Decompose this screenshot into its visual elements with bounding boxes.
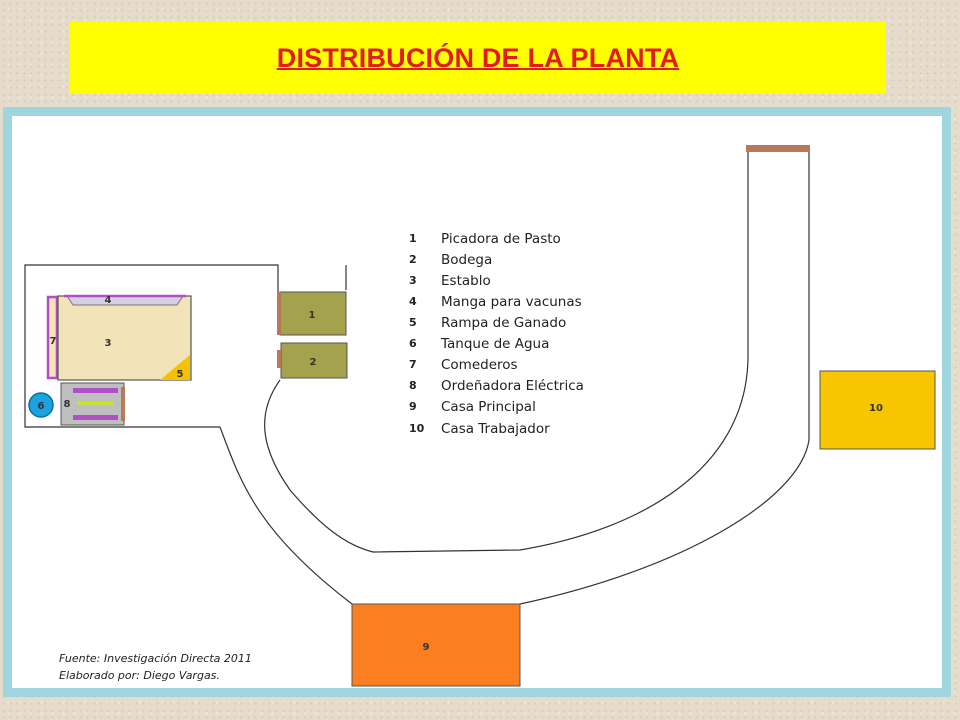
legend-label: Comederos bbox=[441, 357, 518, 373]
legend-number: 7 bbox=[409, 358, 417, 371]
manga-vacunas bbox=[67, 296, 183, 305]
road-east-edge bbox=[520, 148, 809, 604]
legend-label: Ordeñadora Eléctrica bbox=[441, 378, 584, 394]
page-title: DISTRIBUCIÓN DE LA PLANTA bbox=[276, 42, 680, 73]
legend-number: 5 bbox=[409, 316, 417, 329]
source-note: Fuente: Investigación Directa 2011 bbox=[59, 652, 252, 665]
legend-number: 3 bbox=[409, 274, 417, 287]
picadora-door bbox=[277, 292, 281, 335]
ordenadora-number: 8 bbox=[63, 399, 71, 410]
legend-label: Casa Trabajador bbox=[441, 421, 550, 437]
casa-principal bbox=[352, 604, 520, 686]
legend-label: Establo bbox=[441, 273, 491, 289]
establo-number: 3 bbox=[104, 338, 112, 349]
legend-number: 1 bbox=[409, 232, 417, 245]
bodega-door bbox=[277, 350, 281, 368]
ordenadora-door bbox=[121, 387, 125, 421]
picadora-number: 1 bbox=[308, 310, 316, 321]
bodega-number: 2 bbox=[309, 357, 317, 368]
legend-label: Bodega bbox=[441, 252, 493, 268]
comederos-number: 7 bbox=[49, 336, 57, 347]
legend bbox=[409, 231, 584, 437]
legend-number: 6 bbox=[409, 337, 417, 350]
establo-building bbox=[58, 296, 191, 380]
legend-label: Rampa de Ganado bbox=[441, 315, 567, 331]
casa-trabajador-number: 10 bbox=[869, 403, 883, 414]
ordenadora-stall-bottom bbox=[73, 415, 118, 420]
road-outer-edge bbox=[220, 427, 352, 604]
legend-number: 9 bbox=[409, 400, 417, 413]
legend-label: Manga para vacunas bbox=[441, 294, 582, 310]
tanque-number: 6 bbox=[37, 401, 45, 412]
legend-number: 8 bbox=[409, 379, 417, 392]
ordenadora-stall-top bbox=[73, 388, 118, 393]
casa-principal-number: 9 bbox=[422, 642, 430, 653]
legend-label: Picadora de Pasto bbox=[441, 231, 561, 247]
manga-number: 4 bbox=[104, 295, 112, 306]
road-gate bbox=[746, 145, 810, 152]
legend-label: Casa Principal bbox=[441, 399, 536, 415]
legend-number: 10 bbox=[409, 422, 425, 435]
legend-number: 2 bbox=[409, 253, 417, 266]
author-note: Elaborado por: Diego Vargas. bbox=[59, 669, 220, 682]
legend-number: 4 bbox=[409, 295, 417, 308]
rampa-number: 5 bbox=[176, 369, 184, 380]
legend-label: Tanque de Agua bbox=[441, 336, 550, 352]
